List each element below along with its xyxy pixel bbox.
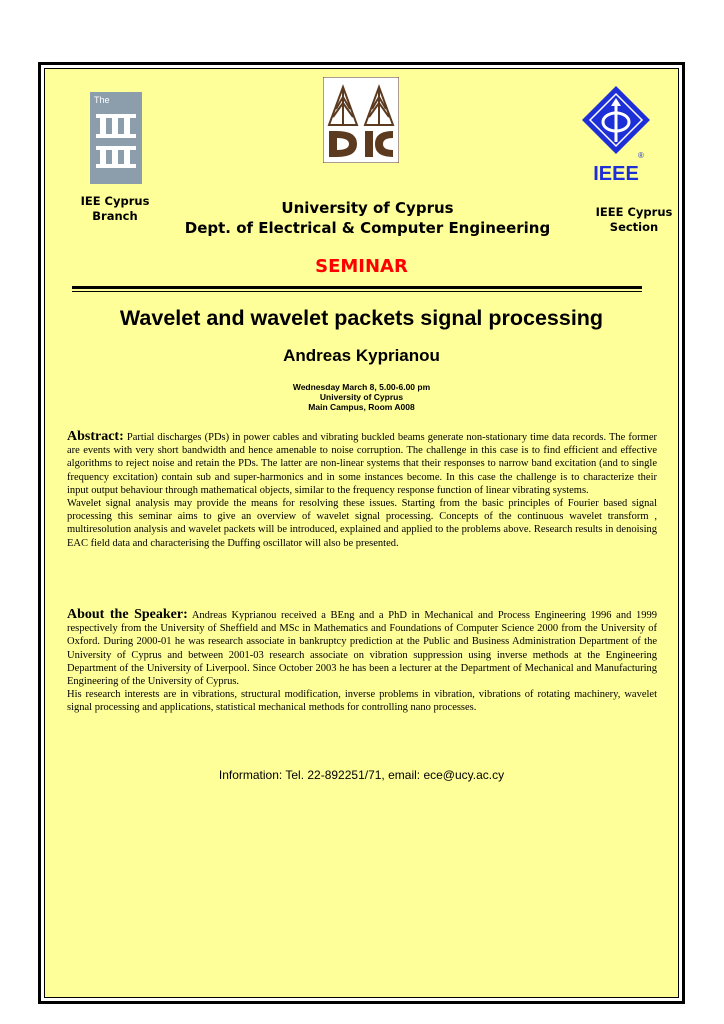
abstract-paragraph-2: Wavelet signal analysis may provide the means for resolving these issues. Starting from the basic principles of Fourier based signal processing this seminar aims to give an overview of wavelet signal processing. Concepts of the continuous wavelet transform , multiresolution analysis and wavelet packets will be introduced, explained and applied to the problems above. Research results in denoising EAC field data and characterising the Duffing oscillator will also be presented. [67,498,657,549]
divider-thick [72,286,642,289]
university-name: University of Cyprus [281,199,454,217]
about-paragraph-1: Andreas Kyprianou received a BEng and a PhD in Mechanical and Process Engineering 1996 and 1999 respectively from the University of Sheffield and MSc in Mathematics and Foundations of Computer Science 2000 from the University of Oxford. During 2000-01 he was research associate in bankruptcy prediction at the Public and Business Administration Department of the University of Cyprus and between 2001-03 research associate on vibration suppression using inverse methods at the Engineering Department of the University of Liverpool. Since October 2003 he has been a lecturer at the Department of Mechanical and Manufacturing Engineering of the University of Cyprus. [67,610,657,688]
department-name: Dept. of Electrical & Computer Engineering [184,219,551,237]
abstract-section [67,430,657,550]
right-org-line-2: Section [609,220,659,234]
about-paragraph-2: His research interests are in vibrations, structural modification, inverse problems in vibration, vibrations of rotating machinery, wavelet signal processing and applications, statistical mechanical methods for controlling nano processes. [67,689,657,714]
about-speaker-section [67,608,657,715]
speaker-name: Andreas Kyprianou [283,346,440,365]
registered-mark: ® [638,151,644,160]
iee-cyprus-branch [67,194,163,224]
seminar-title: Wavelet and wavelet packets signal processing [119,306,604,330]
event-venue: University of Cyprus [319,392,404,402]
university-header [170,198,565,238]
seminar-label: SEMINAR [315,256,408,277]
about-heading: About the Speaker: [67,607,188,622]
left-org-line-2: Branch [92,209,138,223]
right-org-line-1: IEEE Cyprus [595,205,673,219]
iee-logo-text: The [94,95,110,105]
abstract-heading: Abstract: [67,429,124,444]
divider-thin [72,291,642,292]
university-of-cyprus-logo-icon [323,77,399,163]
ieee-logo-icon [580,84,652,184]
event-room: Main Campus, Room A008 [308,402,415,412]
left-org-line-1: IEE Cyprus [80,194,150,208]
contact-information: Information: Tel. 22-892251/71, email: ece@ucy.ac.cy [218,768,505,782]
ieee-cyprus-section [585,205,683,235]
ieee-logo-text: IEEE [593,163,639,184]
iee-logo-icon [90,92,142,184]
event-datetime: Wednesday March 8, 5.00-6.00 pm [292,382,431,392]
event-details [44,382,679,412]
abstract-paragraph-1: Partial discharges (PDs) in power cables and vibrating buckled beams generate non-stationary time data records. The former are events with very short bandwidth and hence amenable to noise corruption. The challenge in this case is to find efficient and effective algorithms to reject noise and retain the PDs. The latter are non-linear systems that their responses to narrow band excitation (and to single frequency excitation) contain sub and super-harmonics and in some instances become. In this case the challenge is to characterize their input output behaviour through mathematical objects, similar to the frequency response function of linear vibrating systems. [67,432,657,496]
